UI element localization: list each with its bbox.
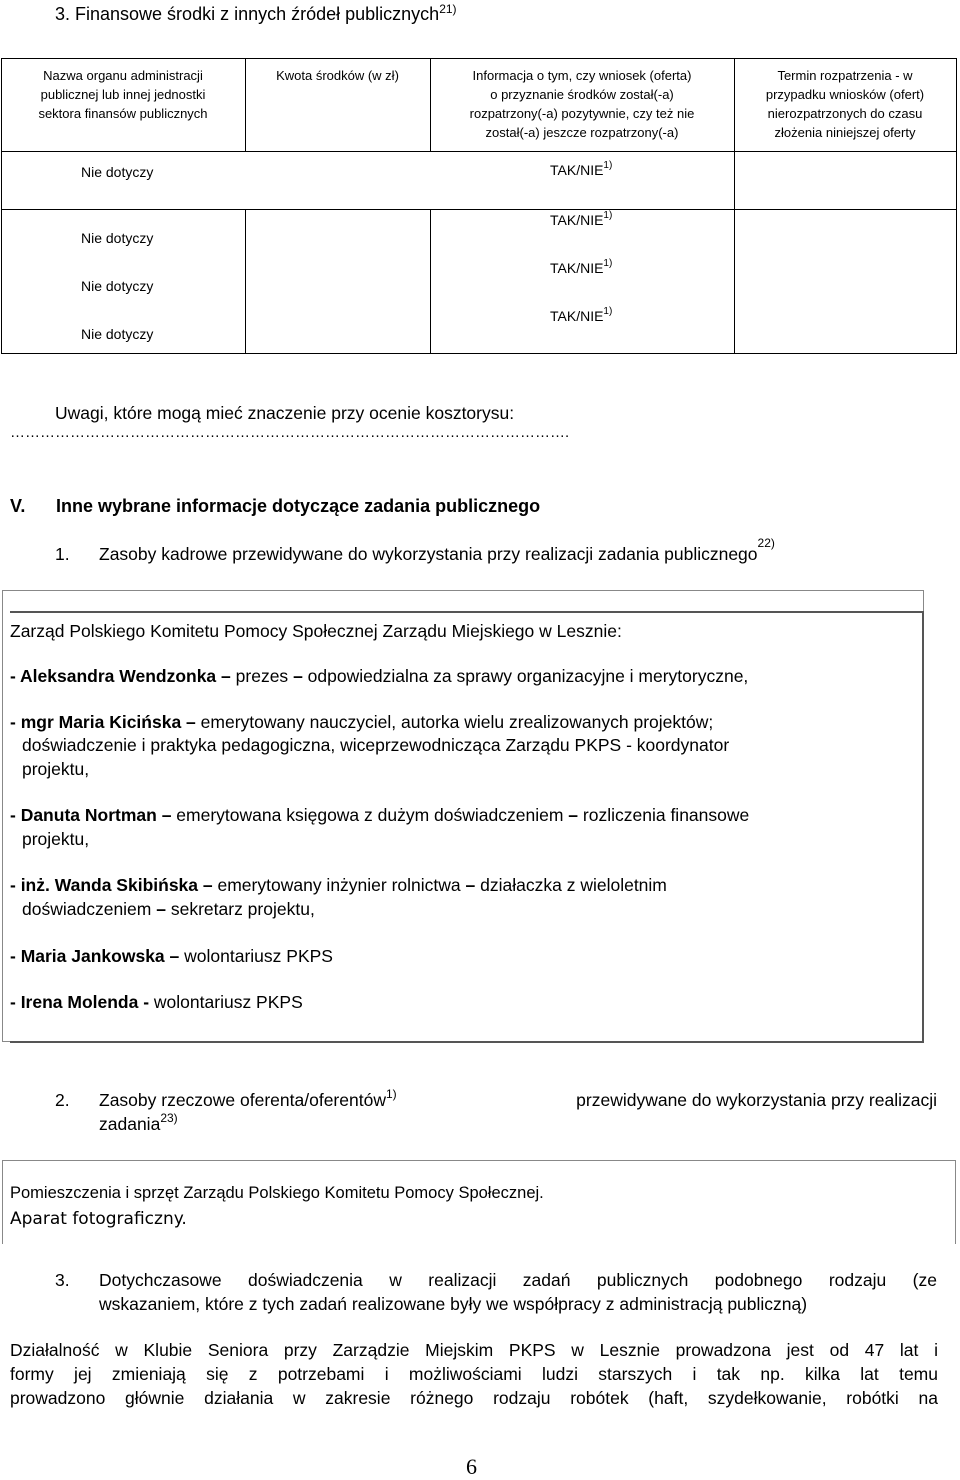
staff-3-mid: emerytowana księgowa z dużym doświadczeniem xyxy=(176,805,564,825)
experience-line3: prowadzono głównie działania w zakresie różnego rodzaju robótek (haft, szydełkowanie, robótki na xyxy=(10,1388,938,1408)
staff-4-name: Wanda Skibińska xyxy=(54,875,199,895)
item-2-text1: Zasoby rzeczowe oferenta/oferentów xyxy=(99,1090,386,1110)
staff-4-dash: – xyxy=(202,875,213,895)
experience-line1: Działalność w Klubie Seniora przy Zarządzie Miejskim PKPS w Lesznie prowadzona jest od 47 lat i xyxy=(10,1340,938,1360)
staff-2-line3: projektu, xyxy=(22,759,90,779)
resources-line2: Aparat fotograficzny. xyxy=(10,1209,187,1229)
experience-line2: formy jej zmieniają się z potrzebami i możliwościami ludzi starszych i tak np. kilka lat temu xyxy=(10,1364,938,1384)
header-info-line: został(-a) jeszcze rozpatrzony(-a) xyxy=(485,125,679,140)
staff-3-rest: rozliczenia finansowe xyxy=(582,805,750,825)
row4-info xyxy=(550,308,612,324)
header-authority-line: sektora finansów publicznych xyxy=(38,106,208,121)
staff-person-6 xyxy=(10,991,303,1014)
table-header-separator xyxy=(1,151,957,152)
staff-4-prefix: - inż. xyxy=(10,875,50,895)
staff-3-dash: – xyxy=(161,805,172,825)
staff-person-1 xyxy=(10,665,748,688)
header-deadline-line: złożenia niniejszej oferty xyxy=(774,125,916,140)
row1-name: Nie dotyczy xyxy=(81,164,154,180)
staff-person-5 xyxy=(10,945,333,968)
item-2-text xyxy=(99,1088,937,1136)
row4-name: Nie dotyczy xyxy=(81,326,154,342)
item-3-num: 3. xyxy=(55,1270,70,1290)
item-1 xyxy=(55,536,775,565)
row2-info xyxy=(550,212,612,228)
row3-info-sup: 1) xyxy=(603,258,613,269)
staff-person-3 xyxy=(10,804,749,827)
section-3-heading xyxy=(55,4,457,25)
header-deadline-line: Termin rozpatrzenia - w xyxy=(777,68,913,83)
experience-paragraph xyxy=(10,1338,938,1410)
page-number: 6 xyxy=(466,1454,477,1479)
item-2-line2: zadania xyxy=(99,1114,161,1134)
remarks-dots: …………………………………………………………………………………………………. xyxy=(10,424,570,441)
header-amount xyxy=(245,66,430,85)
footnote-ref: 21) xyxy=(439,2,457,16)
staff-4-rest: działaczka z wieloletnim xyxy=(480,875,667,895)
row2-info-text: TAK/NIE xyxy=(550,212,604,228)
funding-table xyxy=(1,58,957,354)
header-info-line: o przyznanie środków został(-a) xyxy=(490,87,674,102)
staff-6-rest: wolontariusz PKPS xyxy=(153,992,303,1012)
row3-info xyxy=(550,260,612,276)
staff-1-role: prezes xyxy=(235,666,289,686)
header-info-line: Informacja o tym, czy wniosek (oferta) xyxy=(472,68,692,83)
item-1-sup: 22) xyxy=(757,536,775,550)
staff-2-line2: doświadczenie i praktyka pedagogiczna, wiceprzewodnicząca Zarządu PKPS - koordynator xyxy=(22,735,730,755)
staff-4-dash3: – xyxy=(156,899,166,919)
staff-6-name: - Irena Molenda - xyxy=(10,992,150,1012)
header-amount-line: Kwota środków (w zł) xyxy=(276,68,399,83)
row1-info-sup: 1) xyxy=(603,160,613,171)
item-3-line1: Dotychczasowe doświadczenia w realizacji zadań publicznych podobnego rodzaju (ze xyxy=(99,1270,937,1290)
staff-3-name: - Danuta Nortman xyxy=(10,805,157,825)
staff-3-dash2: – xyxy=(568,805,579,825)
header-deadline xyxy=(734,66,956,142)
row2-info-sup: 1) xyxy=(603,210,613,221)
staff-5-dash: – xyxy=(169,946,180,966)
staff-2-dash: – xyxy=(186,712,196,732)
item-1-text: Zasoby kadrowe przewidywane do wykorzystania przy realizacji zadania publicznego xyxy=(99,544,758,564)
item-1-num: 1. xyxy=(55,544,70,564)
section-v-title: Inne wybrane informacje dotyczące zadania publicznego xyxy=(56,496,541,516)
section-v-num: V. xyxy=(10,496,26,516)
row3-info-text: TAK/NIE xyxy=(550,260,604,276)
staff-1-name: - Aleksandra Wendzonka xyxy=(10,666,217,686)
item-2-text2: przewidywane do wykorzystania przy realizacji xyxy=(576,1090,937,1110)
staff-1-dash: – xyxy=(221,666,231,686)
header-info xyxy=(430,66,734,142)
table-border-right xyxy=(956,58,957,354)
header-authority-line: Nazwa organu administracji xyxy=(43,68,203,83)
row4-info-text: TAK/NIE xyxy=(550,308,604,324)
row3-name: Nie dotyczy xyxy=(81,278,154,294)
row1-info-text: TAK/NIE xyxy=(550,162,604,178)
col-sep-2-lower xyxy=(430,209,431,354)
remarks-label: Uwagi, które mogą mieć znaczenie przy ocenie kosztorysu: xyxy=(55,403,515,423)
col-sep-1-lower xyxy=(245,209,246,354)
staff-4-line2 xyxy=(10,898,315,921)
row1-info xyxy=(550,162,612,178)
staff-4-mid: emerytowany inżynier rolnictwa xyxy=(217,875,461,895)
header-deadline-line: nierozpatrzonych do czasu xyxy=(767,106,923,121)
section-v-heading xyxy=(10,496,541,517)
section-3-title: 3. Finansowe środki z innych źródeł publicznych xyxy=(55,4,440,24)
header-authority xyxy=(1,66,245,123)
header-authority-line: publicznej lub innej jednostki xyxy=(40,87,206,102)
staff-person-4 xyxy=(10,874,667,897)
row4-info-sup: 1) xyxy=(603,306,613,317)
header-info-line: rozpatrzony(-a) pozytywnie, czy też nie xyxy=(469,106,695,121)
staff-3-line2: projektu, xyxy=(22,829,90,849)
staff-2-line1: emerytowany nauczyciel, autorka wielu zrealizowanych projektów; xyxy=(200,712,714,732)
row2-name: Nie dotyczy xyxy=(81,230,154,246)
staff-1-rest: odpowiedzialna za sprawy organizacyjne i merytoryczne, xyxy=(307,666,749,686)
staff-5-name: - Maria Jankowska xyxy=(10,946,165,966)
header-deadline-line: przypadku wniosków (ofert) xyxy=(765,87,925,102)
staff-1-dash2: – xyxy=(293,666,303,686)
staff-4-dash2: – xyxy=(465,875,476,895)
staff-intro: Zarząd Polskiego Komitetu Pomocy Społecznej Zarządu Miejskiego w Lesznie: xyxy=(10,621,622,641)
item-2-sup2: 23) xyxy=(160,1111,178,1125)
resources-line1: Pomieszczenia i sprzęt Zarządu Polskiego Komitetu Pomocy Społecznej. xyxy=(10,1184,544,1202)
table-border-top xyxy=(1,58,957,59)
item-2-num: 2. xyxy=(55,1090,70,1110)
row1-separator xyxy=(1,209,957,210)
staff-4-line2b: sekretarz projektu, xyxy=(170,899,315,919)
staff-5-rest: wolontariusz PKPS xyxy=(184,946,333,966)
staff-person-2 xyxy=(10,711,713,734)
staff-2-name: - mgr Maria Kicińska xyxy=(10,712,182,732)
table-border-bottom xyxy=(1,353,957,354)
item-3-line2: wskazaniem, które z tych zadań realizowane były we współpracy z administracją publiczną) xyxy=(99,1294,808,1314)
staff-4-line2a: doświadczeniem xyxy=(22,899,152,919)
item-2-sup1: 1) xyxy=(385,1087,397,1101)
